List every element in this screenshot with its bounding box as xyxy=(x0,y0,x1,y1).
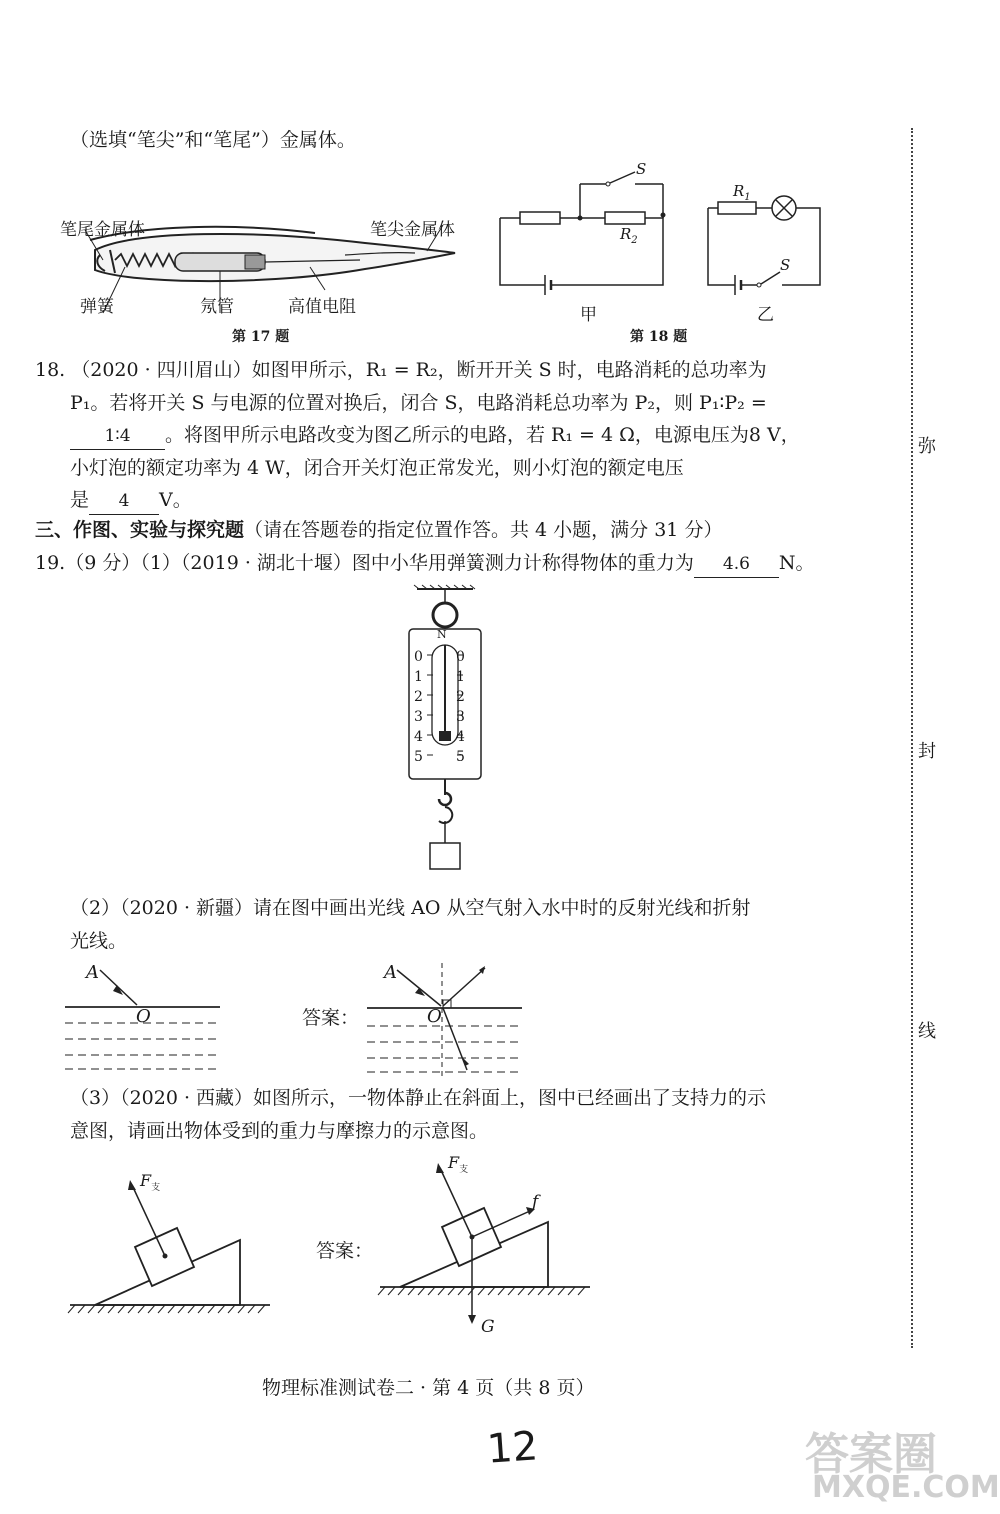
q19-2-line2: 光线。 xyxy=(70,930,128,952)
page-footer: 物理标准测试卷二 · 第 4 页（共 8 页） xyxy=(262,1377,595,1399)
q19-3-line2: 意图，请画出物体受到的重力与摩擦力的示意图。 xyxy=(70,1120,489,1142)
section3-heading: 三、作图、实验与探究题（请在答题卷的指定位置作答。共 4 小题，满分 31 分） xyxy=(35,519,723,541)
side-mark-xian: 线 xyxy=(918,1021,936,1042)
label-neon-tube: 氖管 xyxy=(200,297,234,317)
scale-ticks-right: 0 1 2 3 4 5 xyxy=(456,649,465,765)
label-yi: 乙 xyxy=(757,305,774,325)
label-A: A xyxy=(86,962,99,983)
label-switch-jia: S xyxy=(636,160,647,178)
binding-dotted-line xyxy=(911,128,913,1348)
q19-answer: 4.6 xyxy=(694,551,779,578)
fig18-circuit-jia xyxy=(495,160,685,300)
fig18-caption: 第 18 题 xyxy=(630,329,688,345)
fig17-caption: 第 17 题 xyxy=(232,329,290,345)
label-O-answer: O xyxy=(427,1006,442,1027)
label-r2: $R_2$ xyxy=(620,225,638,246)
label-resistor: 高值电阻 xyxy=(288,297,356,317)
handwritten-page-number: 12 xyxy=(485,1423,540,1473)
scale-unit: N xyxy=(437,628,447,641)
top-line: （选填“笔尖”和“笔尾”）金属体。 xyxy=(70,129,356,151)
q18-answer1: 1∶4 xyxy=(70,423,165,450)
incline-question-diagram xyxy=(70,1160,270,1320)
label-r1: $R_1$ xyxy=(733,182,751,203)
q19-3-answer-label: 答案： xyxy=(316,1240,374,1262)
watermark-url: MXQE.COM xyxy=(812,1470,1000,1505)
q19-2-answer-label: 答案： xyxy=(302,1007,360,1029)
q18-answer2: 4 xyxy=(89,488,159,515)
label-A-answer: A xyxy=(384,962,397,983)
label-F-support-answer: $F_支$ xyxy=(448,1153,469,1176)
label-switch-yi: S xyxy=(780,256,791,274)
label-tip-metal: 笔尖金属体 xyxy=(370,220,455,240)
label-O: O xyxy=(136,1006,151,1027)
label-jia: 甲 xyxy=(580,305,597,325)
side-mark-feng: 封 xyxy=(918,741,936,762)
q19-3-line1: （3）（2020 · 西藏）如图所示，一物体静止在斜面上，图中已经画出了支持力的示 xyxy=(70,1087,767,1109)
label-tail-metal: 笔尾金属体 xyxy=(60,220,145,240)
q18-line5: 是 4 V。 xyxy=(70,487,192,515)
q18-line2: P₁。若将开关 S 与电源的位置对换后，闭合 S，电路消耗总功率为 P₂，则 P₁∶P₂ = xyxy=(70,392,767,414)
q19-2-line1: （2）（2020 · 新疆）请在图中画出光线 AO 从空气射入水中时的反射光线和折射 xyxy=(70,897,751,919)
label-F-support: $F_支$ xyxy=(140,1171,161,1194)
q18-line4: 小灯泡的额定功率为 4 W，闭合开关灯泡正常发光，则小灯泡的额定电压 xyxy=(70,457,684,479)
side-mark-mi: 弥 xyxy=(918,436,936,457)
fig18-circuit-yi xyxy=(700,190,830,300)
incline-answer-diagram xyxy=(380,1160,590,1340)
label-spring: 弹簧 xyxy=(80,297,114,317)
watermark-logo: 答案圈 xyxy=(805,1429,937,1480)
q18-line3: 1∶4 。将图甲所示电路改变为图乙所示的电路，若 R₁ = 4 Ω，电源电压为8 V， xyxy=(70,422,800,450)
scale-ticks-left: 0 1 2 3 4 5 xyxy=(414,649,423,765)
q18-line1: 18. （2020 · 四川眉山）如图甲所示，R₁ = R₂，断开开关 S 时，电路消耗的总功率为 xyxy=(35,359,767,381)
label-f-friction: f xyxy=(532,1192,539,1212)
label-G-gravity: G xyxy=(481,1317,495,1337)
q19-line1: 19.（9 分）（1）（2019 · 湖北十堰）图中小华用弹簧测力计称得物体的重力为 4.6 N。 xyxy=(35,550,815,578)
